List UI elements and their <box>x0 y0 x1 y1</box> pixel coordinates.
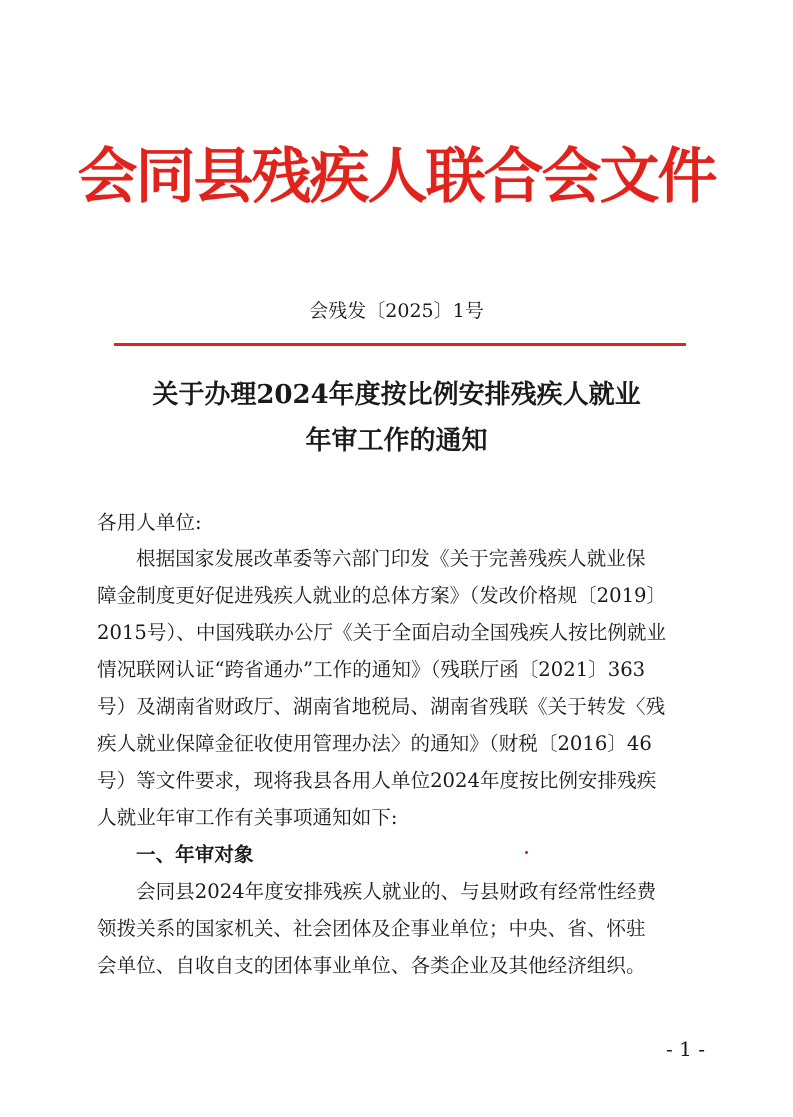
notice-title-line-2: 年审工作的通知 <box>305 426 488 456</box>
page-number: - 1 - <box>666 1037 705 1061</box>
salutation: 各用人单位: <box>97 511 202 534</box>
paragraph-1-line: 2015号）、中国残联办公厅《关于全面启动全国残疾人按比例就业 <box>97 621 667 644</box>
agency-header-title: 会同县残疾人联合会文件 <box>77 142 716 212</box>
paragraph-2-line: 会单位、自收自支的团体事业单位、各类企业及其他经济组织。 <box>97 954 646 977</box>
red-divider <box>114 343 686 346</box>
paragraph-1-line: 障金制度更好促进残疾人就业的总体方案》（发改价格规〔2019〕 <box>97 584 667 607</box>
document-number: 会残发〔2025〕1号 <box>309 300 484 322</box>
paragraph-2-line: 会同县2024年度安排残疾人就业的、与县财政有经常性经费 <box>136 880 657 903</box>
paragraph-1-line: 疾人就业保障金征收使用管理办法〉的通知》（财税〔2016〕46 <box>97 732 652 755</box>
paragraph-1-line: 根据国家发展改革委等六部门印发《关于完善残疾人就业保 <box>136 547 646 570</box>
paragraph-1-line: 号）及湖南省财政厅、湖南省地税局、湖南省残联《关于转发〈残 <box>97 695 666 718</box>
paragraph-2-line: 领拨关系的国家机关、社会团体及企事业单位；中央、省、怀驻 <box>97 917 646 940</box>
section-1-heading: 一、年审对象 <box>136 843 254 866</box>
paragraph-1-line: 人就业年审工作有关事项通知如下: <box>97 806 398 829</box>
paragraph-1-line: 号）等文件要求，现将我县各用人单位2024年度按比例安排残疾 <box>97 769 657 792</box>
paragraph-1-line: 情况联网认证“跨省通办”工作的通知》（残联厅函〔2021〕363 <box>97 658 646 681</box>
ink-speck <box>525 851 528 854</box>
notice-title-line-1: 关于办理2024年度按比例安排残疾人就业 <box>152 380 641 410</box>
